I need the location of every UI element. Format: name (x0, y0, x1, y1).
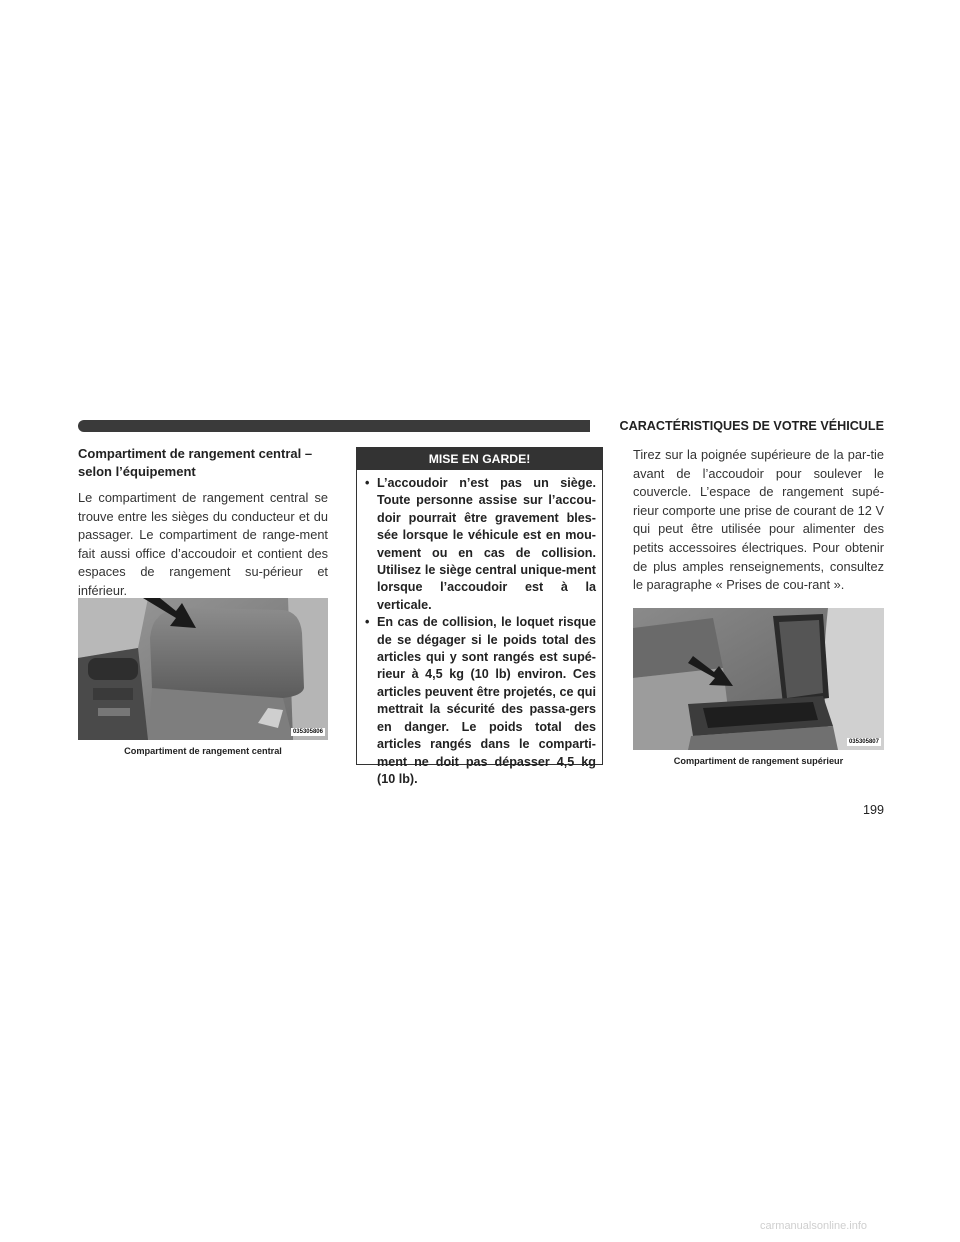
figure-caption-left: Compartiment de rangement central (124, 746, 282, 756)
warning-item-text: En cas de collision, le loquet risque de se dégager si le poids total des articles qui y sont rangés est supé-rieur à 4,5 kg (10 lb) environ. Ces articles peuvent être projetés, ce qui mettrait la sécurité des passa-gers en danger. Le poids total des articles rangés dans le comparti-ment ne doit pas dépasser 4,5 kg (10 lb). (377, 615, 596, 786)
watermark: carmanualsonline.info (760, 1220, 868, 1232)
figure-upper-storage (633, 608, 884, 766)
armrest-photo-illustration (78, 598, 328, 740)
warning-item-2 (365, 614, 596, 788)
section-heading-line2: selon l’équipement (78, 464, 196, 479)
figure-central-storage (78, 598, 328, 756)
figure-caption-right: Compartiment de rangement supérieur (673, 756, 844, 766)
bullet-icon: • (365, 476, 370, 490)
warning-title: MISE EN GARDE! (357, 448, 602, 470)
right-paragraph: Tirez sur la poignée supérieure de la par-tie avant de l’accoudoir pour soulever le couvercle. L’espace de rangement supé-rieur comporte une prise de courant de 12 V qui peut être utilisée pour alimenter des petits accessoires électriques. Pour obtenir de plus amples renseignements, consultez le paragraphe « Prises de cou-rant ». (633, 447, 884, 593)
left-column (78, 445, 328, 601)
photo-id-left: 035305806 (292, 729, 323, 735)
warning-item-1 (365, 475, 596, 614)
warning-item-text: L’accoudoir n’est pas un siège. Toute personne assise sur l’accou-doir pourrait être gravement bles-sée lorsque le véhicule est en mou-vement ou en cas de collision. Utilisez le siège central unique-ment lorsque l’accoudoir est à la verticale. (377, 476, 596, 612)
header-bar (78, 420, 590, 432)
section-header-title: CARACTÉRISTIQUES DE VOTRE VÉHICULE (619, 419, 884, 433)
open-armrest-photo-illustration (633, 608, 884, 750)
section-heading-line1: Compartiment de rangement central – (78, 446, 313, 461)
bullet-icon: • (365, 615, 370, 630)
warning-box (356, 447, 603, 786)
warning-list (357, 475, 602, 788)
left-paragraph: Le compartiment de rangement central se trouve entre les sièges du conducteur et du passager. Le compartiment de range-ment fait aussi office d’accoudoir et contient des espaces de rangement su-périeur et inférieur. (78, 490, 328, 598)
section-heading (78, 445, 328, 481)
photo-central-storage (78, 598, 328, 740)
right-column (633, 446, 884, 595)
page-number: 199 (862, 803, 884, 817)
photo-id-right: 035305807 (848, 739, 879, 745)
photo-upper-storage (633, 608, 884, 750)
